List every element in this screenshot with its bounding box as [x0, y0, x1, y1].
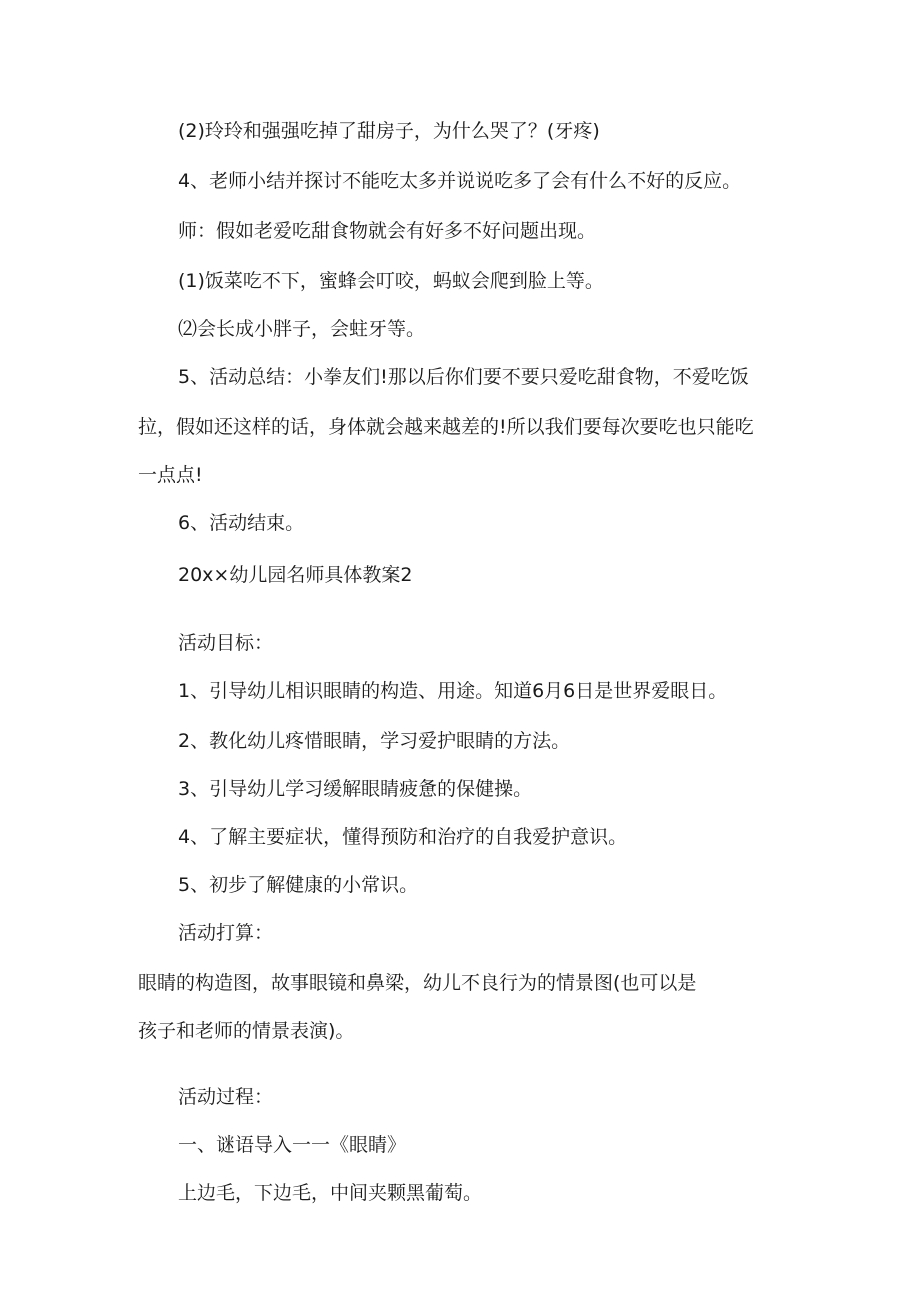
- paragraph-step-5-line-2: 拉，假如还这样的话，身体就会越来越差的!所以我们要每次要吃也只能吃: [138, 416, 754, 438]
- goal-item-4: 4、了解主要症状，懂得预防和治疗的自我爱护意识。: [178, 826, 628, 848]
- prep-text-line-1: 眼睛的构造图，故事眼镜和鼻梁，幼儿不良行为的情景图(也可以是: [138, 972, 697, 994]
- paragraph-step-4: 4、老师小结并探讨不能吃太多并说说吃多了会有什么不好的反应。: [178, 170, 742, 192]
- heading-activity-process: 活动过程：: [178, 1086, 274, 1108]
- paragraph-item-1: (1)饭菜吃不下，蜜蜂会叮咬，蚂蚁会爬到脸上等。: [178, 270, 604, 292]
- prep-text-line-2: 孩子和老师的情景表演)。: [138, 1020, 355, 1042]
- riddle-text: 上边毛，下边毛，中间夹颗黑葡萄。: [178, 1182, 483, 1204]
- goal-item-5: 5、初步了解健康的小常识。: [178, 874, 419, 896]
- section-heading-lesson-2: 20x×幼儿园名师具体教案2: [178, 564, 413, 586]
- goal-item-2: 2、教化幼儿疼惜眼睛，学习爱护眼睛的方法。: [178, 730, 571, 752]
- paragraph-question-crying: (2)玲玲和强强吃掉了甜房子，为什么哭了？(牙疼): [178, 120, 600, 142]
- heading-activity-prep: 活动打算：: [178, 922, 274, 944]
- paragraph-item-2: ⑵会长成小胖子，会蛀牙等。: [178, 318, 426, 340]
- paragraph-step-5-line-1: 5、活动总结：小拳友们!那以后你们要不要只爱吃甜食物，不爱吃饭: [178, 366, 749, 388]
- paragraph-step-5-line-3: 一点点!: [138, 464, 203, 486]
- goal-item-3: 3、引导幼儿学习缓解眼睛疲惫的保健操。: [178, 778, 533, 800]
- process-step-1: 一、谜语导入一一《眼睛》: [178, 1134, 407, 1156]
- paragraph-step-6: 6、活动结束。: [178, 512, 305, 534]
- goal-item-1: 1、引导幼儿相识眼睛的构造、用途。知道6月6日是世界爱眼日。: [178, 680, 728, 702]
- paragraph-teacher-remark: 师：假如老爱吃甜食物就会有好多不好问题出现。: [178, 220, 597, 242]
- heading-activity-goals: 活动目标：: [178, 632, 274, 654]
